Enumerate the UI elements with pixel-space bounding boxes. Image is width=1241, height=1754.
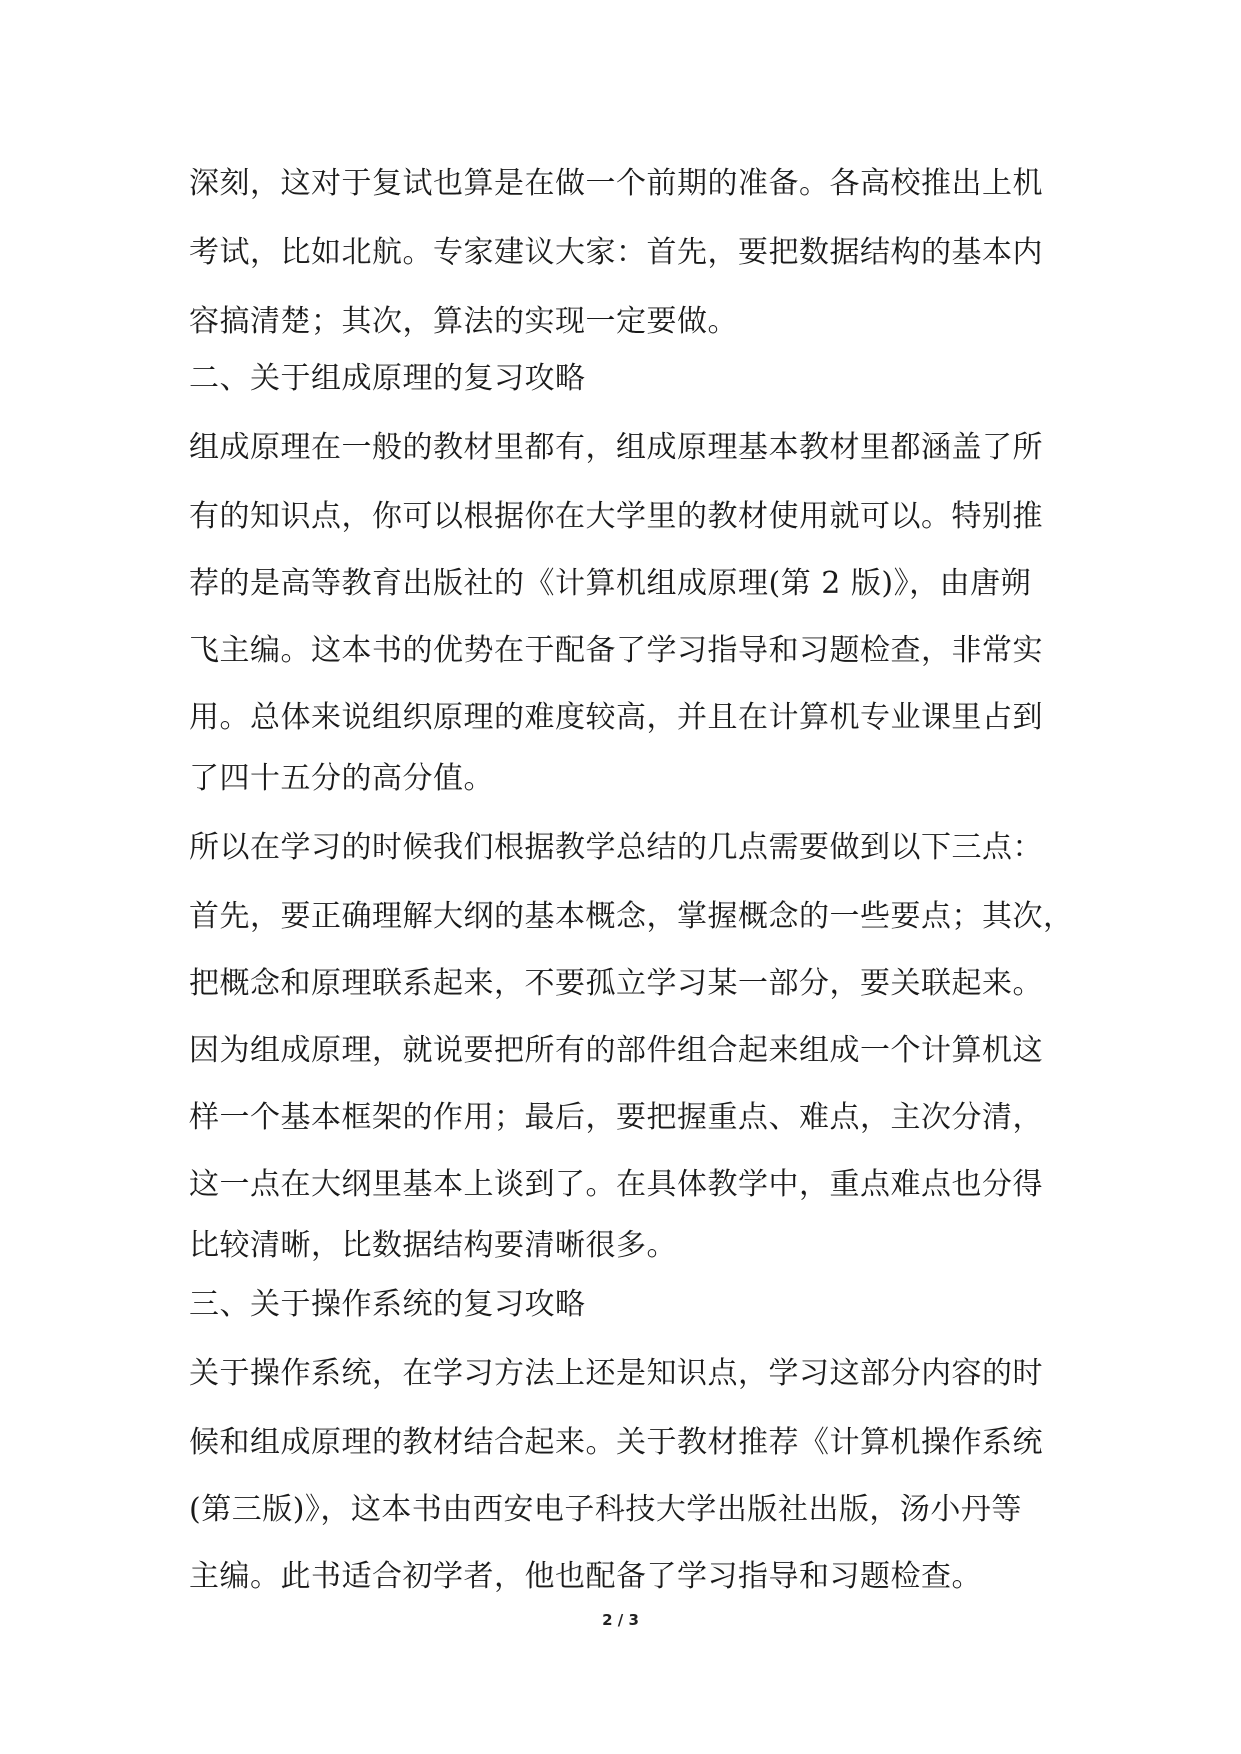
text-line: 因为组成原理，就说要把所有的部件组合起来组成一个计算机这 [189, 1033, 1043, 1068]
text-line: 关于操作系统，在学习方法上还是知识点，学习这部分内容的时 [189, 1356, 1043, 1391]
text-line: 主编。此书适合初学者，他也配备了学习指导和习题检查。 [189, 1559, 982, 1594]
text-line: 组成原理在一般的教材里都有，组成原理基本教材里都涵盖了所 [189, 430, 1043, 465]
page-number: 2 / 3 [602, 1611, 639, 1629]
text-line: 深刻，这对于复试也算是在做一个前期的准备。各高校推出上机 [189, 166, 1043, 201]
text-line: 用。总体来说组织原理的难度较高，并且在计算机专业课里占到 [189, 700, 1043, 735]
text-line: 考试，比如北航。专家建议大家：首先，要把数据结构的基本内 [189, 235, 1043, 270]
text-line: 样一个基本框架的作用；最后，要把握重点、难点，主次分清， [189, 1100, 1043, 1135]
text-line: 了四十五分的高分值。 [189, 761, 494, 796]
text-line: 候和组成原理的教材结合起来。关于教材推荐《计算机操作系统 [189, 1425, 1043, 1460]
text-line: 有的知识点，你可以根据你在大学里的教材使用就可以。特别推 [189, 499, 1043, 534]
section-heading: 二、关于组成原理的复习攻略 [189, 361, 586, 396]
text-line: 容搞清楚；其次，算法的实现一定要做。 [189, 304, 738, 339]
text-line: 比较清晰，比数据结构要清晰很多。 [189, 1228, 677, 1263]
text-line: 飞主编。这本书的优势在于配备了学习指导和习题检查，非常实 [189, 633, 1043, 668]
text-line: 所以在学习的时候我们根据教学总结的几点需要做到以下三点： [189, 830, 1043, 865]
text-line: 首先，要正确理解大纲的基本概念，掌握概念的一些要点；其次， [189, 899, 1074, 934]
text-line: 这一点在大纲里基本上谈到了。在具体教学中，重点难点也分得 [189, 1167, 1043, 1202]
text-line: 把概念和原理联系起来，不要孤立学习某一部分，要关联起来。 [189, 966, 1043, 1001]
section-heading: 三、关于操作系统的复习攻略 [189, 1287, 586, 1322]
text-line: (第三版)》，这本书由西安电子科技大学出版社出版，汤小丹等 [189, 1492, 1022, 1527]
text-line: 荐的是高等教育出版社的《计算机组成原理(第 2 版)》，由唐朔 [189, 566, 1032, 601]
